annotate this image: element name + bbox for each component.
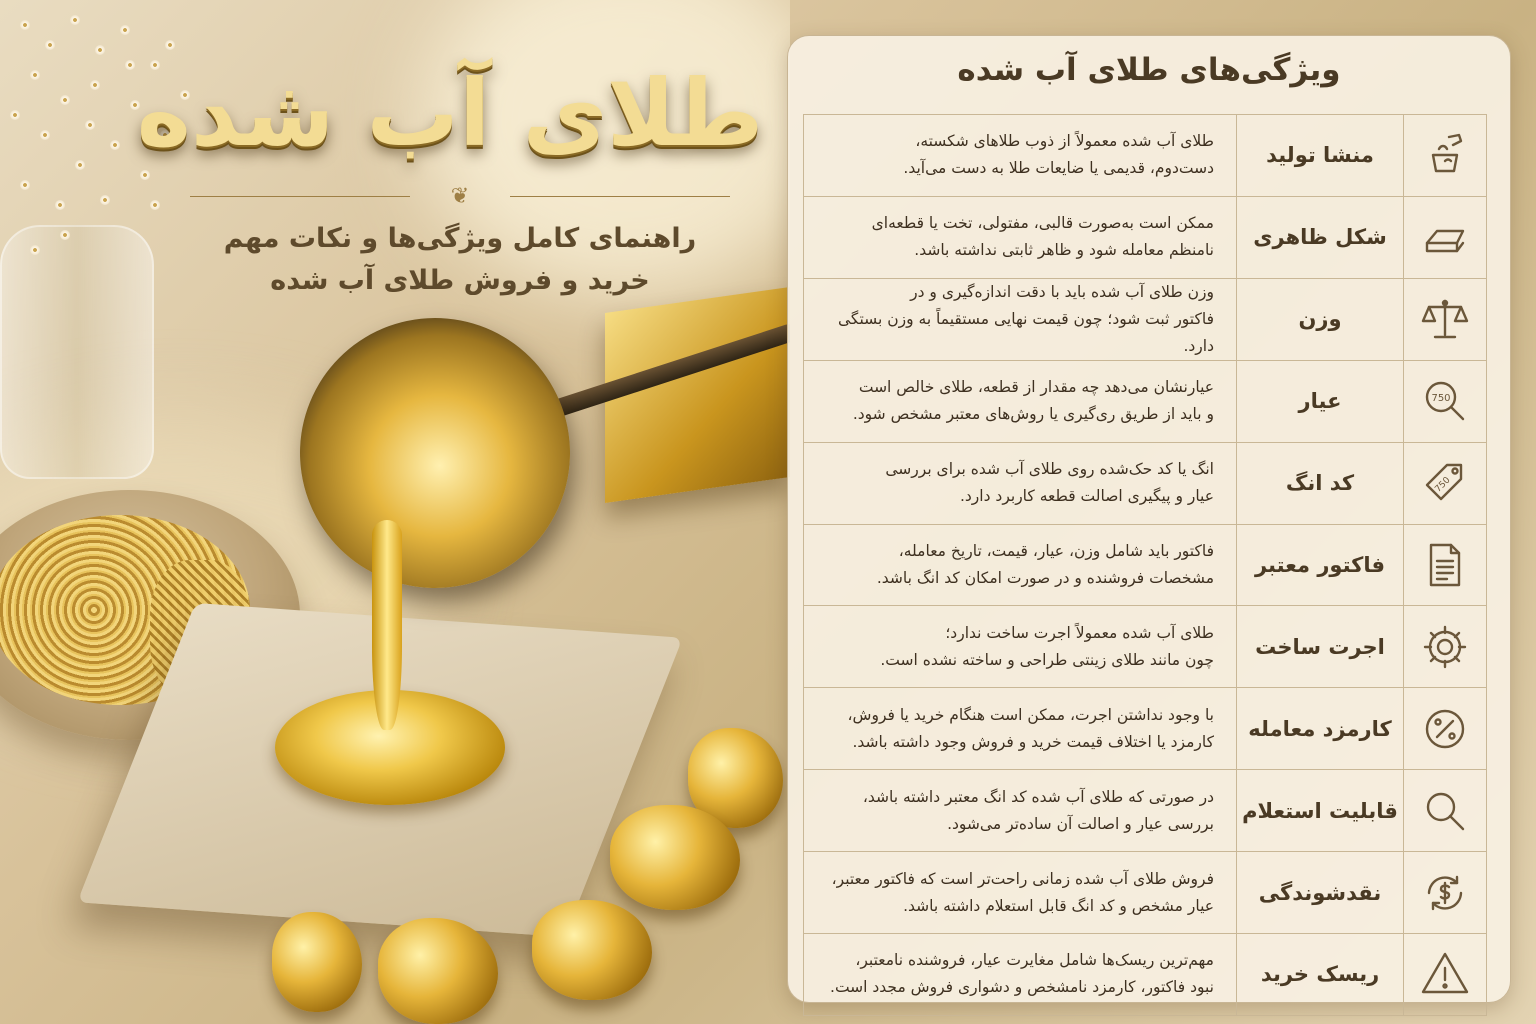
gold-nugget [272, 912, 362, 1012]
feature-description-line: فاکتور باید شامل وزن، عیار، قیمت، تاریخ معامله، [898, 542, 1214, 560]
feature-label: منشا تولید [1237, 115, 1404, 197]
feature-description-line: عیارنشان می‌دهد چه مقدار از قطعه، طلای خالص است [858, 378, 1214, 397]
feature-description-line: طلای آب شده معمولاً اجرت ساخت ندارد؛ [945, 623, 1214, 642]
svg-text:750: 750 [1431, 393, 1451, 405]
tag-750-icon [1419, 457, 1471, 509]
feature-label: شکل ظاهری [1237, 196, 1404, 278]
search-icon [1419, 785, 1471, 837]
feature-description-line: وزن طلای آب شده باید با دقت اندازه‌گیری و در [910, 282, 1214, 301]
invoice-icon [1419, 539, 1471, 591]
table-row [804, 278, 1487, 360]
warning-icon [1419, 948, 1471, 1000]
table-row [804, 524, 1487, 606]
flower [140, 170, 150, 180]
flower [10, 110, 20, 120]
feature-description-line: عیار مشخص و کد انگ قابل استعلام داشته باشد. [903, 896, 1214, 915]
feature-description [804, 770, 1237, 852]
percent-icon [1419, 703, 1471, 755]
feature-description [804, 934, 1237, 1016]
flower [110, 140, 120, 150]
gold-nugget [378, 918, 498, 1024]
scale-icon [1419, 293, 1471, 345]
flower [20, 20, 30, 30]
feature-description-line: چون مانند طلای زینتی طراحی و ساخته نشده است. [880, 650, 1214, 669]
gold-nugget [532, 900, 652, 1000]
feature-description-line: کارمزد یا اختلاف قیمت خرید و فروش وجود داشته باشد. [852, 732, 1214, 751]
feature-description-line: با وجود نداشتن اجرت، ممکن است هنگام خرید یا فروش، [847, 705, 1214, 724]
feature-description-line: نبود فاکتور، کارمزد نامشخص و دشواری فروش مجدد است. [830, 978, 1214, 997]
feature-description [804, 360, 1237, 442]
molten-gold-stream [372, 520, 402, 730]
feature-description [804, 688, 1237, 770]
feature-description-line: طلای آب شده معمولاً از ذوب طلاهای شکسته، [915, 132, 1214, 151]
feature-description-line: در صورتی که طلای آب شده کد انگ معتبر داشته باشد، [862, 787, 1214, 806]
table-row [804, 770, 1487, 852]
feature-description-line: انگ یا کد حک‌شده روی طلای آب شده برای بررسی [885, 460, 1214, 479]
feature-label: قابلیت استعلام [1237, 770, 1404, 852]
table-row [804, 442, 1487, 524]
table-row [804, 360, 1487, 442]
feature-description-line: نامنظم معامله شود و ظاهر ثابتی نداشته باشد. [914, 241, 1214, 260]
flower [30, 245, 40, 255]
ornament-icon: ❦ [450, 184, 470, 209]
gold-bar [605, 287, 790, 503]
flower [30, 70, 40, 80]
feature-label: کارمزد معامله [1237, 688, 1404, 770]
feature-label: وزن [1237, 278, 1404, 360]
melting-pot-icon [1419, 129, 1471, 181]
flower [20, 180, 30, 190]
flower [75, 160, 85, 170]
flower [95, 45, 105, 55]
title-divider [190, 184, 730, 209]
svg-text:750: 750 [1433, 475, 1453, 495]
feature-description [804, 852, 1237, 934]
feature-label: اجرت ساخت [1237, 606, 1404, 688]
gold-nugget [610, 805, 740, 910]
flower [45, 40, 55, 50]
feature-description-line: مشخصات فروشنده و در صورت امکان کد انگ باشد. [876, 569, 1214, 587]
flower [85, 120, 95, 130]
glass-vase [0, 225, 154, 479]
feature-label: نقدشوندگی [1237, 852, 1404, 934]
table-row [804, 852, 1487, 934]
features-table [803, 114, 1487, 1016]
feature-description-line: فروش طلای آب شده زمانی راحت‌تر است که فاکتور معتبر، [831, 869, 1214, 888]
dollar-cycle-icon [1419, 867, 1471, 919]
feature-description-line: دست‌دوم، قدیمی یا ضایعات طلا به دست می‌آید. [903, 159, 1214, 178]
flower [60, 95, 70, 105]
flower [150, 200, 160, 210]
gear-icon [1419, 621, 1471, 673]
table-row [804, 934, 1487, 1016]
flower [90, 80, 100, 90]
magnifier-750-icon [1419, 375, 1471, 427]
flower [60, 230, 70, 240]
flower [40, 130, 50, 140]
feature-label: کد انگ [1237, 442, 1404, 524]
table-row [804, 688, 1487, 770]
panel-title: ویژگی‌های طلای آب شده [957, 52, 1341, 88]
feature-label: عیار [1237, 360, 1404, 442]
flower [70, 15, 80, 25]
feature-description-line: بررسی عیار و اصالت آن ساده‌تر می‌شود. [947, 814, 1214, 833]
table-row [804, 196, 1487, 278]
features-panel [787, 35, 1511, 1003]
feature-description-line: عیار و پیگیری اصالت قطعه کاربرد دارد. [959, 487, 1214, 506]
subtitle-line-2: خرید و فروش طلای آب شده [270, 265, 650, 296]
feature-description [804, 442, 1237, 524]
table-row [804, 115, 1487, 197]
feature-description [804, 115, 1237, 197]
flower [165, 40, 175, 50]
gold-bar-icon [1419, 211, 1471, 263]
feature-description-line: ممکن است به‌صورت قالبی، مفتولی، تخت یا قطعه‌ای [871, 214, 1214, 233]
feature-description [804, 278, 1237, 360]
feature-description [804, 196, 1237, 278]
feature-label: فاکتور معتبر [1237, 524, 1404, 606]
table-row [804, 606, 1487, 688]
feature-description-line: مهم‌ترین ریسک‌ها شامل مغایرت عیار، فروشنده نامعتبر، [855, 951, 1214, 970]
feature-label: ریسک خرید [1237, 934, 1404, 1016]
page-subtitle [200, 218, 720, 302]
page-title: طلای آب شده [136, 60, 764, 167]
flower [55, 200, 65, 210]
feature-description [804, 524, 1237, 606]
flower [100, 195, 110, 205]
flower [120, 25, 130, 35]
feature-description-line: فاکتور ثبت شود؛ چون قیمت نهایی مستقیماً به وزن بستگی دارد. [838, 309, 1214, 355]
subtitle-line-1: راهنمای کامل ویژگی‌ها و نکات مهم [223, 223, 697, 254]
feature-description-line: و باید از طریق ری‌گیری یا روش‌های معتبر مشخص شود. [852, 405, 1214, 424]
feature-description [804, 606, 1237, 688]
